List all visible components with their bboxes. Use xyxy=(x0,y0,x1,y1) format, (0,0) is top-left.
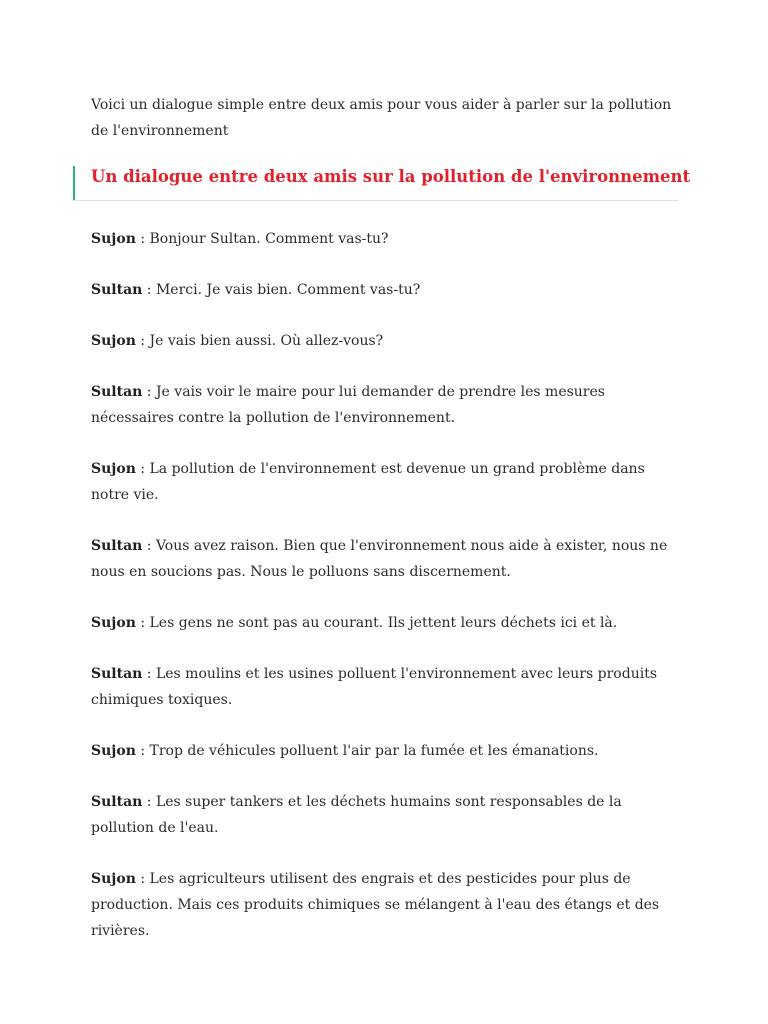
dialogue-line xyxy=(91,533,681,585)
dialogue-text: : Vous avez raison. Bien que l'environnement nous aide à exister, nous ne nous en soucions pas. Nous le polluons sans discernement. xyxy=(91,538,668,580)
dialogue-text: : Je vais voir le maire pour lui demander de prendre les mesures nécessaires contre la pollution de l'environnement. xyxy=(91,384,605,426)
dialogue-text: : Les agriculteurs utilisent des engrais et des pesticides pour plus de production. Mais ces produits chimiques se mélangent à l'eau des étangs et des rivières. xyxy=(91,871,660,939)
dialogue xyxy=(91,226,681,944)
dialogue-text: : Les moulins et les usines polluent l'environnement avec leurs produits chimiques toxiques. xyxy=(91,666,657,708)
speaker-name: Sultan xyxy=(91,794,143,810)
dialogue-text: : Bonjour Sultan. Comment vas-tu? xyxy=(135,231,389,247)
speaker-name: Sujon xyxy=(91,333,136,349)
dialogue-line xyxy=(91,610,681,636)
dialogue-text: : Merci. Je vais bien. Comment vas-tu? xyxy=(142,282,421,298)
speaker-name: Sujon xyxy=(91,461,136,477)
dialogue-text: : Les gens ne sont pas au courant. Ils jettent leurs déchets ici et là. xyxy=(135,615,618,631)
dialogue-text: : Trop de véhicules polluent l'air par la fumée et les émanations. xyxy=(135,743,599,759)
section-heading-box xyxy=(73,166,691,200)
speaker-name: Sujon xyxy=(91,615,136,631)
section-heading: Un dialogue entre deux amis sur la pollution de l'environnement xyxy=(91,167,691,186)
document-page xyxy=(91,92,691,969)
dialogue-text: : Je vais bien aussi. Où allez-vous? xyxy=(135,333,384,349)
speaker-name: Sujon xyxy=(91,231,136,247)
speaker-name: Sultan xyxy=(91,384,143,400)
speaker-name: Sultan xyxy=(91,666,143,682)
dialogue-line xyxy=(91,277,681,303)
dialogue-line xyxy=(91,379,681,431)
dialogue-line xyxy=(91,456,681,508)
dialogue-text: : Les super tankers et les déchets humains sont responsables de la pollution de l'eau. xyxy=(91,794,622,836)
speaker-name: Sujon xyxy=(91,871,136,887)
dialogue-text: : La pollution de l'environnement est devenue un grand problème dans notre vie. xyxy=(91,461,645,503)
speaker-name: Sujon xyxy=(91,743,136,759)
dialogue-line xyxy=(91,866,681,944)
dialogue-line xyxy=(91,789,681,841)
speaker-name: Sultan xyxy=(91,538,143,554)
dialogue-line xyxy=(91,328,681,354)
intro-paragraph: Voici un dialogue simple entre deux amis pour vous aider à parler sur la pollution de l'environnement xyxy=(91,97,672,139)
dialogue-line xyxy=(91,738,681,764)
speaker-name: Sultan xyxy=(91,282,143,298)
dialogue-line xyxy=(91,661,681,713)
dialogue-line xyxy=(91,226,681,252)
